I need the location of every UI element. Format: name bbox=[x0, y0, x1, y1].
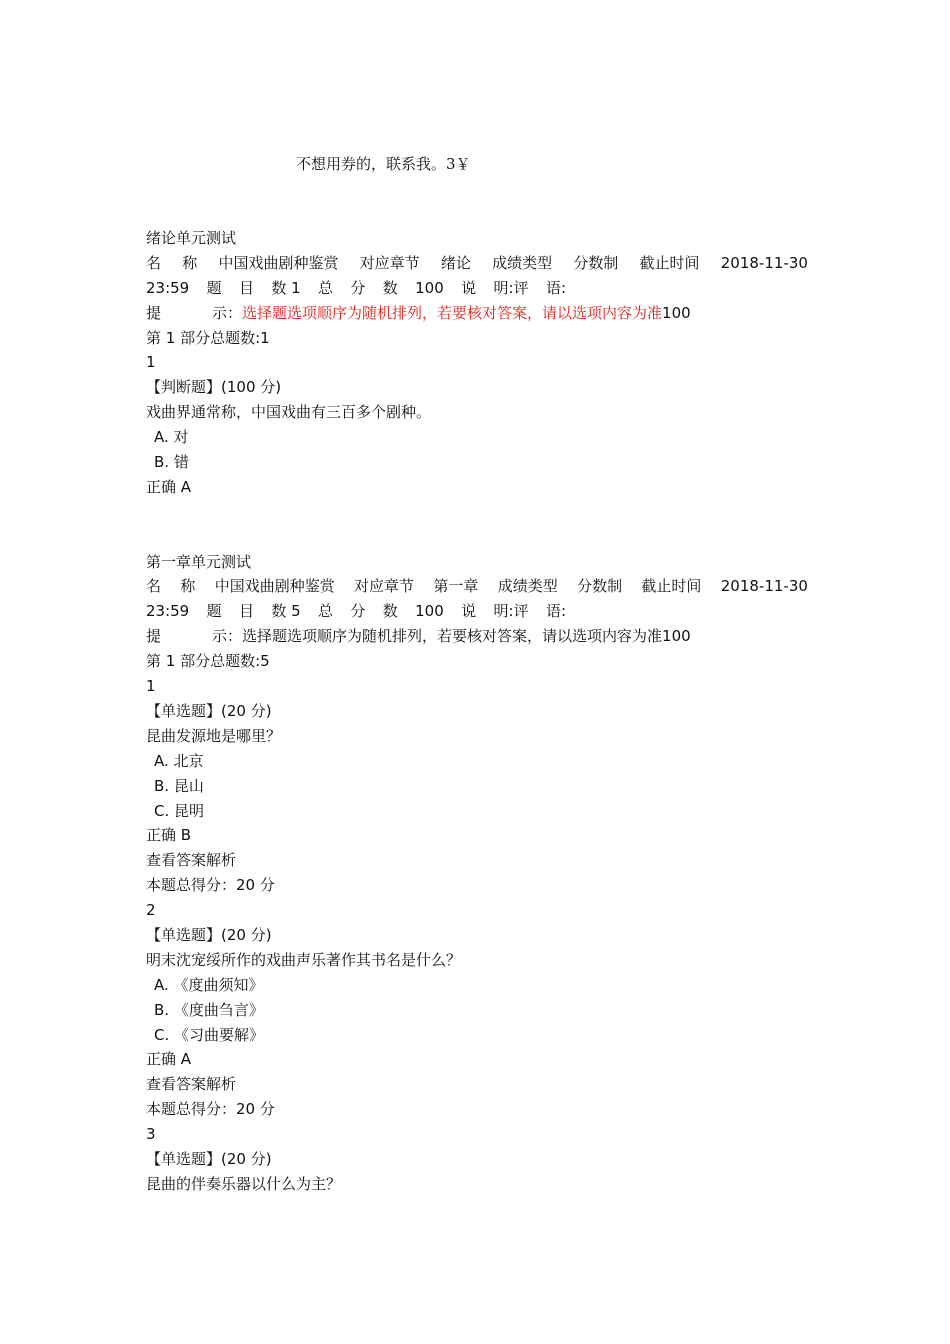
meta-cell: 截止时间 bbox=[639, 253, 700, 272]
question-count: 数 5 bbox=[271, 602, 301, 621]
meta-row bbox=[146, 599, 566, 624]
tip-label: 提 bbox=[146, 627, 162, 646]
deadline-time: 23:59 bbox=[146, 602, 190, 621]
meta-row bbox=[146, 574, 808, 599]
tip-row: 提 示：选择题选项顺序为随机排列，若要核对答案，请以选项内容为准100 bbox=[146, 624, 826, 649]
chapter-name: 绪论 bbox=[440, 253, 471, 272]
meta-cell: 总 bbox=[318, 602, 334, 621]
meta-cell: 语: bbox=[545, 602, 566, 621]
meta-cell: 对应章节 bbox=[354, 577, 415, 596]
deadline-time: 23:59 bbox=[146, 278, 190, 297]
meta-cell: 说 bbox=[461, 278, 477, 297]
meta-cell: 截止时间 bbox=[641, 577, 702, 596]
meta-cell: 称 bbox=[182, 253, 198, 272]
meta-cell: 分 bbox=[350, 602, 366, 621]
question-number: 1 bbox=[146, 353, 156, 372]
total-score: 100 bbox=[415, 602, 444, 621]
question-type: 【判断题】(100 分) bbox=[146, 378, 282, 397]
meta-cell: 说 bbox=[461, 602, 477, 621]
section-title: 第一章单元测试 bbox=[146, 552, 252, 571]
tip-label: 提 bbox=[146, 303, 162, 322]
meta-cell: 目 bbox=[238, 602, 254, 621]
meta-cell: 对应章节 bbox=[359, 253, 420, 272]
chapter-name: 第一章 bbox=[433, 577, 479, 596]
meta-cell: 数 bbox=[382, 278, 398, 297]
meta-cell: 目 bbox=[238, 278, 254, 297]
total-score: 100 bbox=[415, 278, 444, 297]
section-title: 绪论单元测试 bbox=[146, 229, 237, 247]
question-count: 数 1 bbox=[271, 278, 301, 297]
question-stem: 明末沈宠绥所作的戏曲声乐著作其书名是什么？ bbox=[146, 950, 462, 969]
spacer bbox=[146, 500, 826, 550]
meta-row bbox=[146, 276, 566, 301]
part-count: 第 1 部分总题数:5 bbox=[146, 652, 270, 671]
question-number: 1 bbox=[146, 677, 156, 696]
meta-cell: 语: bbox=[545, 278, 566, 297]
promo-note: 不想用券的，联系我。3￥ bbox=[296, 155, 471, 173]
correct-answer: 正确 A bbox=[146, 477, 192, 496]
part-count: 第 1 部分总题数:1 bbox=[146, 328, 270, 347]
tip-row: 提 示：选择题选项顺序为随机排列，若要核对答案，请以选项内容为准100 bbox=[146, 301, 826, 326]
view-analysis-link[interactable]: 查看答案解析 bbox=[146, 1075, 237, 1094]
meta-cell: 数 bbox=[382, 602, 398, 621]
meta-cell: 题 bbox=[206, 278, 222, 297]
meta-cell: 分 bbox=[350, 278, 366, 297]
meta-cell: 总 bbox=[318, 278, 334, 297]
option-item: A. 对 bbox=[154, 428, 189, 447]
meta-cell: 成绩类型 bbox=[497, 577, 558, 596]
meta-cell: 成绩类型 bbox=[492, 253, 553, 272]
deadline-date: 2018-11-30 bbox=[720, 253, 808, 272]
option-item: C. 昆明 bbox=[154, 801, 205, 820]
meta-cell: 明:评 bbox=[493, 602, 529, 621]
deadline-date: 2018-11-30 bbox=[720, 577, 808, 596]
question-type: 【单选题】(20 分) bbox=[146, 1149, 272, 1168]
meta-cell: 名 bbox=[146, 253, 162, 272]
option-item: B. 《度曲刍言》 bbox=[154, 1000, 264, 1019]
option-item: C. 《习曲要解》 bbox=[154, 1025, 265, 1044]
question-stem: 昆曲发源地是哪里？ bbox=[146, 726, 282, 745]
question-score: 本题总得分：20 分 bbox=[146, 1100, 275, 1119]
question-number: 2 bbox=[146, 901, 156, 920]
meta-cell: 分数制 bbox=[577, 577, 623, 596]
meta-row bbox=[146, 251, 808, 276]
question-type: 【单选题】(20 分) bbox=[146, 925, 272, 944]
tip-text: 选择题选项顺序为随机排列，若要核对答案，请以选项内容为准 bbox=[242, 627, 663, 646]
correct-answer: 正确 B bbox=[146, 826, 192, 845]
option-item: A. 《度曲须知》 bbox=[154, 975, 264, 994]
meta-cell: 题 bbox=[206, 602, 222, 621]
view-analysis-link[interactable]: 查看答案解析 bbox=[146, 851, 237, 870]
course-name: 中国戏曲剧种鉴赏 bbox=[214, 577, 335, 596]
meta-cell: 名 bbox=[146, 577, 162, 596]
question-stem: 昆曲的伴奏乐器以什么为主？ bbox=[146, 1174, 342, 1193]
meta-cell: 分数制 bbox=[573, 253, 619, 272]
tip-score: 100 bbox=[662, 303, 691, 322]
tip-text: 选择题选项顺序为随机排列，若要核对答案，请以选项内容为准 bbox=[242, 303, 663, 322]
question-number: 3 bbox=[146, 1125, 156, 1144]
meta-cell: 明:评 bbox=[493, 278, 529, 297]
question-stem: 戏曲界通常称，中国戏曲有三百多个剧种。 bbox=[146, 403, 432, 422]
question-type: 【单选题】(20 分) bbox=[146, 701, 272, 720]
document-body bbox=[146, 226, 826, 1197]
course-name: 中国戏曲剧种鉴赏 bbox=[218, 253, 339, 272]
meta-cell: 称 bbox=[180, 577, 196, 596]
tip-score: 100 bbox=[662, 627, 691, 646]
option-item: B. 昆山 bbox=[154, 776, 204, 795]
question-score: 本题总得分：20 分 bbox=[146, 876, 275, 895]
option-item: B. 错 bbox=[154, 453, 189, 472]
option-item: A. 北京 bbox=[154, 751, 204, 770]
correct-answer: 正确 A bbox=[146, 1050, 192, 1069]
